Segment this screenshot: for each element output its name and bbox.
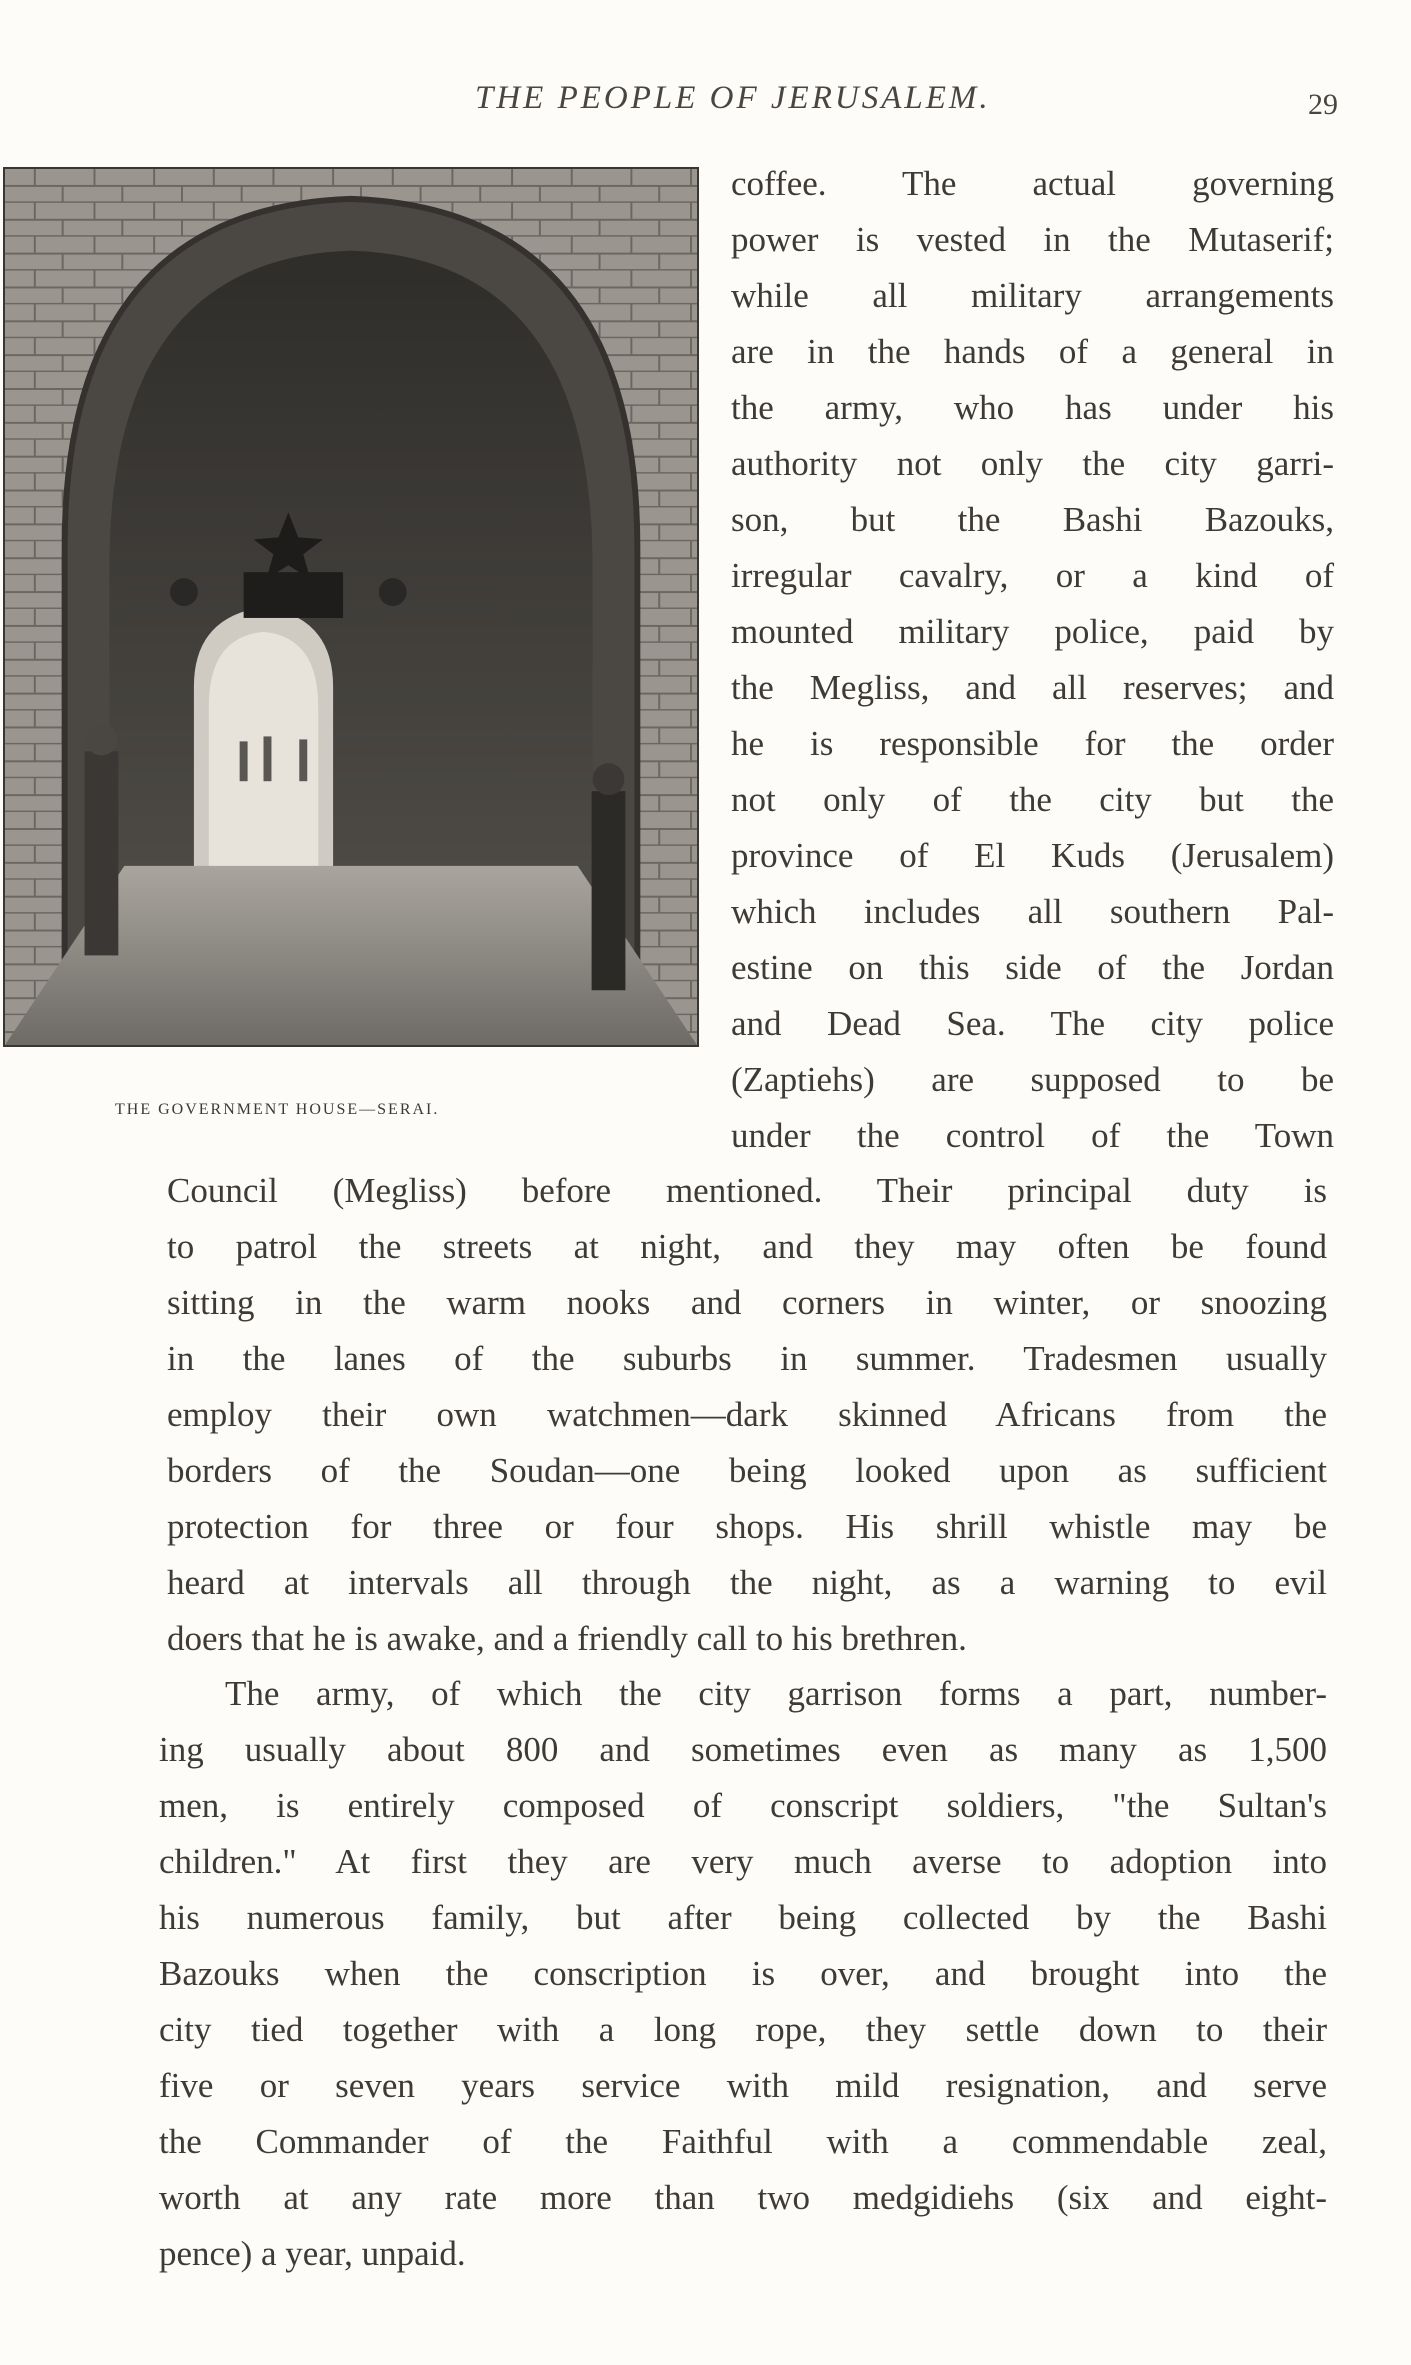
text-line: the army, who has under his <box>731 388 1334 427</box>
text-line: pence) a year, unpaid. <box>159 2234 466 2273</box>
text-line: son, but the Bashi Bazouks, <box>731 500 1334 539</box>
text-line: while all military arrangements <box>731 276 1334 315</box>
text-line: authority not only the city garri- <box>731 444 1334 483</box>
running-head: THE PEOPLE OF JERUSALEM. <box>475 80 991 116</box>
text-line: estine on this side of the Jordan <box>731 948 1334 987</box>
text-line: in the lanes of the suburbs in summer. Tradesmen usually <box>167 1339 1327 1378</box>
text-line: the Commander of the Faithful with a commendable zeal, <box>159 2122 1327 2161</box>
text-line: doers that he is awake, and a friendly call to his brethren. <box>167 1619 967 1658</box>
text-line: heard at intervals all through the night, as a warning to evil <box>167 1563 1327 1602</box>
text-line: coffee. The actual governing <box>731 164 1334 203</box>
text-line: city tied together with a long rope, they settle down to their <box>159 2010 1327 2049</box>
text-line: borders of the Soudan—one being looked upon as sufficient <box>167 1451 1327 1490</box>
text-line: Bazouks when the conscription is over, and brought into the <box>159 1954 1327 1993</box>
text-line: men, is entirely composed of conscript soldiers, "the Sultan's <box>159 1786 1327 1825</box>
text-line: he is responsible for the order <box>731 724 1334 763</box>
text-line: irregular cavalry, or a kind of <box>731 556 1334 595</box>
text-line: protection for three or four shops. His shrill whistle may be <box>167 1507 1327 1546</box>
text-line: power is vested in the Mutaserif; <box>731 220 1334 259</box>
text-line: and Dead Sea. The city police <box>731 1004 1334 1043</box>
government-house-illustration <box>3 167 699 1047</box>
text-line: Council (Megliss) before mentioned. Their principal duty is <box>167 1171 1327 1210</box>
text-line: worth at any rate more than two medgidiehs (six and eight- <box>159 2178 1327 2217</box>
text-line: province of El Kuds (Jerusalem) <box>731 836 1334 875</box>
text-line: not only of the city but the <box>731 780 1334 819</box>
text-line: are in the hands of a general in <box>731 332 1334 371</box>
text-line: which includes all southern Pal- <box>731 892 1334 931</box>
text-line: the Megliss, and all reserves; and <box>731 668 1334 707</box>
page-number: 29 <box>1308 88 1338 121</box>
text-line: sitting in the warm nooks and corners in winter, or snoozing <box>167 1283 1327 1322</box>
text-line: his numerous family, but after being collected by the Bashi <box>159 1898 1327 1937</box>
text-line: to patrol the streets at night, and they may often be found <box>167 1227 1327 1266</box>
text-line: under the control of the Town <box>731 1116 1334 1155</box>
text-line: five or seven years service with mild resignation, and serve <box>159 2066 1327 2105</box>
text-line: employ their own watchmen—dark skinned Africans from the <box>167 1395 1327 1434</box>
figure-caption: THE GOVERNMENT HOUSE—SERAI. <box>115 1101 440 1118</box>
text-line: (Zaptiehs) are supposed to be <box>731 1060 1334 1099</box>
text-line: children." At first they are very much averse to adoption into <box>159 1842 1327 1881</box>
text-line: mounted military police, paid by <box>731 612 1334 651</box>
text-line: The army, of which the city garrison forms a part, number- <box>225 1674 1327 1713</box>
text-line: ing usually about 800 and sometimes even as many as 1,500 <box>159 1730 1327 1769</box>
